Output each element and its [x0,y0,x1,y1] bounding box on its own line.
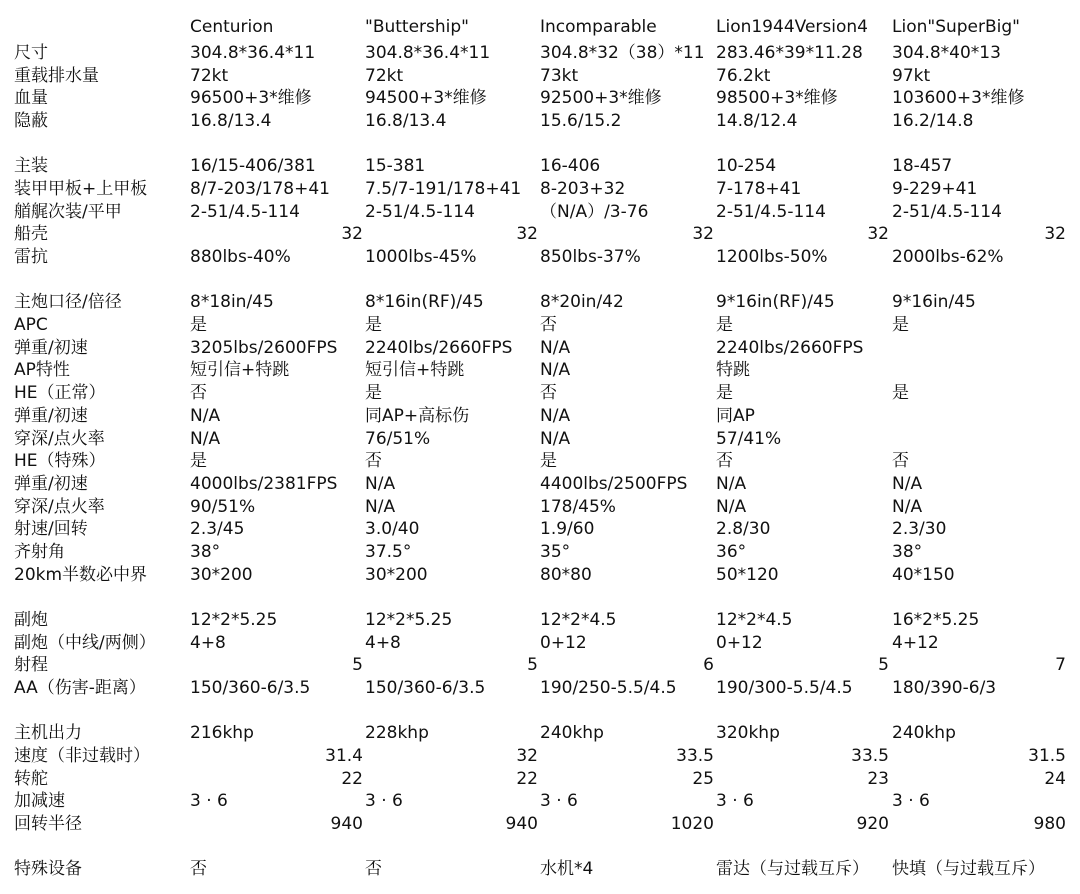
value-cell: 16.8/13.4 [190,111,272,132]
value-cell: 否 [190,383,207,404]
value-cell: 5 [527,655,538,676]
value-cell: 24 [1044,768,1066,789]
value-cell: 57/41% [716,428,782,449]
value-cell: 920 [856,814,889,834]
value-cell: 304.8*36.4*11 [365,43,491,63]
value-cell: 9*16in/45 [892,292,976,313]
value-cell: 5 [352,655,363,676]
value-cell: 98500+3*维修 [716,88,838,109]
value-cell: 36° [716,542,747,562]
value-cell: 水机*4 [540,859,594,880]
value-cell: 90/51% [190,496,256,517]
value-cell: 304.8*40*13 [892,43,1001,63]
value-cell: 3.0/40 [365,519,420,540]
row-label: 主炮口径/倍径 [14,292,122,313]
value-cell: 7-178+41 [716,179,802,199]
value-cell: 1.9/60 [540,519,595,540]
value-cell: 2.8/30 [716,519,771,540]
value-cell: 雷达（与过载互斥） [716,859,869,880]
value-cell: 1000lbs-45% [365,247,477,268]
value-cell: 是 [365,383,382,404]
value-cell: 72kt [190,65,229,86]
value-cell: 92500+3*维修 [540,88,662,109]
value-cell: 240khp [540,723,604,744]
row-label: 加减速 [14,791,65,812]
row-label: AA（伤害-距离） [14,678,146,698]
value-cell: 32 [692,224,714,245]
value-cell: 16.2/14.8 [892,111,974,132]
value-cell: 38° [190,542,221,562]
value-cell: 4000lbs/2381FPS [190,473,338,494]
value-cell: 94500+3*维修 [365,88,487,109]
value-cell: 3 · 6 [540,791,578,812]
value-cell: 37.5° [365,542,412,562]
value-cell: 32 [516,745,538,766]
value-cell: 同AP [716,405,755,426]
row-label: 重载排水量 [14,65,99,86]
value-cell: 否 [365,451,382,472]
value-cell: 16-406 [540,156,601,177]
value-cell: N/A [540,360,571,381]
value-cell: 16/15-406/381 [190,156,316,177]
value-cell: 35° [540,542,571,562]
value-cell: 8-203+32 [540,179,626,199]
value-cell: 16.8/13.4 [365,111,447,132]
value-cell: 4+8 [190,632,226,653]
row-label: 射速/回转 [14,519,88,540]
value-cell: 76/51% [365,428,431,449]
value-cell: 短引信+特跳 [365,360,465,381]
value-cell: 240khp [892,723,956,744]
value-cell: 否 [540,383,557,404]
value-cell: 2-51/4.5-114 [892,201,1002,222]
value-cell: 32 [341,224,363,245]
value-cell: 4400lbs/2500FPS [540,473,688,494]
row-label: 尺寸 [14,43,48,63]
value-cell: 33.5 [851,745,889,766]
column-header: Centurion [190,17,274,37]
value-cell: 880lbs-40% [190,247,291,268]
value-cell: 12*2*4.5 [540,609,617,630]
row-label: 转舵 [14,768,48,789]
row-label: 穿深/点火率 [14,428,105,449]
value-cell: 18-457 [892,156,953,177]
value-cell: 12*2*5.25 [190,609,278,630]
value-cell: 9-229+41 [892,179,978,199]
row-label: 弹重/初速 [14,405,88,426]
value-cell: 3 · 6 [190,791,228,812]
value-cell: 特跳 [716,360,750,381]
value-cell: 190/250-5.5/4.5 [540,678,677,698]
value-cell: 1200lbs-50% [716,247,828,268]
value-cell: 2.3/30 [892,519,947,540]
column-header: Lion"SuperBig" [892,17,1020,37]
value-cell: N/A [892,473,923,494]
value-cell: 3 · 6 [716,791,754,812]
value-cell: 2-51/4.5-114 [716,201,826,222]
value-cell: 10-254 [716,156,777,177]
value-cell: 76.2kt [716,65,771,86]
value-cell: 30*200 [365,564,428,585]
value-cell: 是 [190,451,207,472]
value-cell: 32 [867,224,889,245]
value-cell: 2240lbs/2660FPS [716,337,864,358]
value-cell: 14.8/12.4 [716,111,798,132]
value-cell: 是 [365,315,382,335]
row-label: HE（正常） [14,383,106,404]
value-cell: 50*120 [716,564,779,585]
value-cell: 5 [878,655,889,676]
value-cell: 31.5 [1028,745,1066,766]
value-cell: 16*2*5.25 [892,609,980,630]
value-cell: 980 [1033,814,1066,834]
column-header: Lion1944Version4 [716,17,868,37]
row-label: 雷抗 [14,247,48,268]
value-cell: 2000lbs-62% [892,247,1004,268]
row-label: 射程 [14,655,48,676]
value-cell: 283.46*39*11.28 [716,43,863,63]
value-cell: 12*2*4.5 [716,609,793,630]
value-cell: 1020 [670,814,714,834]
row-label: 弹重/初速 [14,337,88,358]
value-cell: N/A [716,473,747,494]
value-cell: 23 [867,768,889,789]
row-label: 回转半径 [14,814,82,834]
row-label: 装甲甲板+上甲板 [14,179,148,199]
value-cell: N/A [190,405,221,426]
value-cell: 否 [892,451,909,472]
value-cell: 320khp [716,723,780,744]
value-cell: 22 [341,768,363,789]
value-cell: 4+8 [365,632,401,653]
value-cell: 96500+3*维修 [190,88,312,109]
value-cell: 150/360-6/3.5 [190,678,311,698]
value-cell: 31.4 [325,745,363,766]
row-label: 副炮 [14,609,48,630]
value-cell: 是 [716,383,733,404]
value-cell: N/A [540,428,571,449]
value-cell: 940 [330,814,363,834]
value-cell: 304.8*36.4*11 [190,43,316,63]
value-cell: 是 [892,383,909,404]
row-label: 20km半数必中界 [14,564,148,585]
value-cell: 12*2*5.25 [365,609,453,630]
value-cell: 32 [1044,224,1066,245]
value-cell: N/A [365,473,396,494]
value-cell: 否 [716,451,733,472]
value-cell: 否 [190,859,207,880]
row-label: HE（特殊） [14,451,106,472]
column-header: "Buttership" [365,17,470,37]
value-cell: 6 [703,655,714,676]
value-cell: 0+12 [540,632,587,653]
value-cell: 97kt [892,65,931,86]
value-cell: 是 [190,315,207,335]
value-cell: 40*150 [892,564,955,585]
value-cell: N/A [540,337,571,358]
value-cell: 同AP+高标伤 [365,405,470,426]
value-cell: 25 [692,768,714,789]
value-cell: 32 [516,224,538,245]
value-cell: N/A [365,496,396,517]
value-cell: 7.5/7-191/178+41 [365,179,522,199]
row-label: 血量 [14,88,48,109]
value-cell: 850lbs-37% [540,247,641,268]
value-cell: 150/360-6/3.5 [365,678,486,698]
value-cell: 8/7-203/178+41 [190,179,330,199]
value-cell: 3 · 6 [892,791,930,812]
value-cell: 72kt [365,65,404,86]
value-cell: 是 [716,315,733,335]
value-cell: 短引信+特跳 [190,360,290,381]
value-cell: 8*16in(RF)/45 [365,292,484,313]
value-cell: 4+12 [892,632,939,653]
value-cell: 8*18in/45 [190,292,274,313]
row-label: 弹重/初速 [14,473,88,494]
value-cell: 190/300-5.5/4.5 [716,678,853,698]
value-cell: 0+12 [716,632,763,653]
value-cell: N/A [190,428,221,449]
value-cell: 3205lbs/2600FPS [190,337,338,358]
value-cell: 30*200 [190,564,253,585]
row-label: 特殊设备 [14,859,82,880]
value-cell: 2.3/45 [190,519,245,540]
value-cell: 33.5 [676,745,714,766]
value-cell: 否 [365,859,382,880]
row-label: 隐蔽 [14,111,48,132]
column-header: Incomparable [540,17,657,37]
row-label: AP特性 [14,360,70,381]
value-cell: 是 [892,315,909,335]
row-label: 艏艉次装/平甲 [14,201,122,222]
row-label: 副炮（中线/两侧） [14,632,156,653]
value-cell: 15-381 [365,156,426,177]
row-label: 主机出力 [14,723,82,744]
row-label: 主装 [14,156,48,177]
value-cell: （N/A）/3-76 [540,201,649,222]
value-cell: 228khp [365,723,429,744]
value-cell: 否 [540,315,557,335]
value-cell: N/A [716,496,747,517]
value-cell: 2240lbs/2660FPS [365,337,513,358]
value-cell: 80*80 [540,564,592,585]
value-cell: 快填（与过载互斥） [892,859,1045,880]
value-cell: 216khp [190,723,254,744]
value-cell: 22 [516,768,538,789]
row-label: APC [14,315,48,335]
value-cell: 2-51/4.5-114 [190,201,300,222]
row-label: 齐射角 [14,542,65,562]
value-cell: 3 · 6 [365,791,403,812]
row-label: 船壳 [14,224,48,245]
value-cell: 7 [1055,655,1066,676]
value-cell: 9*16in(RF)/45 [716,292,835,313]
value-cell: 178/45% [540,496,616,517]
value-cell: 304.8*32（38）*11 [540,43,705,63]
value-cell: 15.6/15.2 [540,111,622,132]
value-cell: 180/390-6/3 [892,678,997,698]
value-cell: 940 [505,814,538,834]
value-cell: 8*20in/42 [540,292,624,313]
value-cell: 2-51/4.5-114 [365,201,475,222]
value-cell: 38° [892,542,923,562]
row-label: 速度（非过载时） [14,745,150,766]
row-label: 穿深/点火率 [14,496,105,517]
value-cell: N/A [892,496,923,517]
value-cell: N/A [540,405,571,426]
value-cell: 103600+3*维修 [892,88,1025,109]
value-cell: 73kt [540,65,579,86]
value-cell: 是 [540,451,557,472]
